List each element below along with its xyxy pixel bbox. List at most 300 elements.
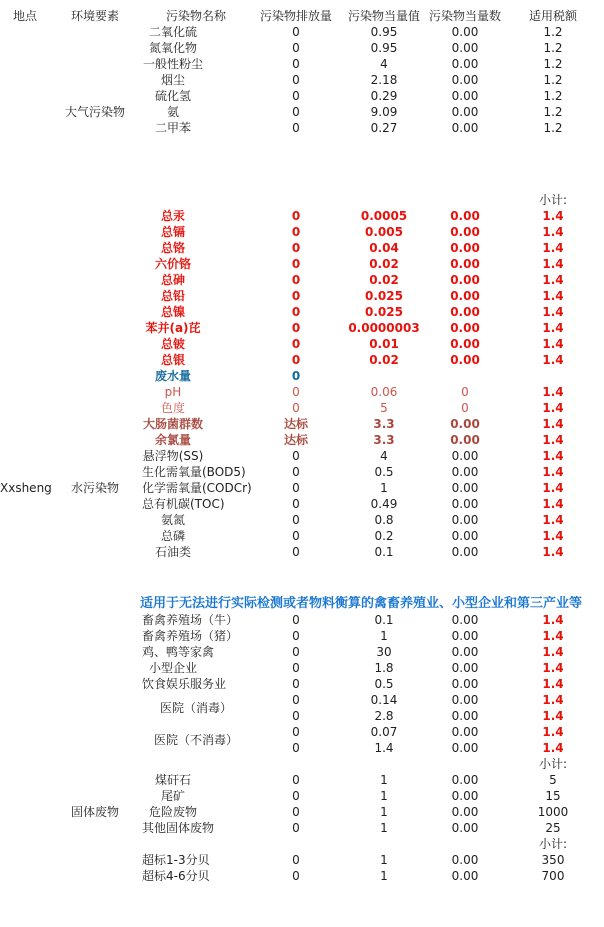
cell-pollutant-name — [140, 660, 252, 676]
cell-emission: 0 — [292, 613, 300, 627]
cell-location — [0, 256, 50, 272]
cell-equivalent-value: 3.3 — [373, 433, 395, 447]
pollutant-tax-table — [0, 8, 604, 884]
table-row — [0, 304, 604, 320]
cell-equivalent-count: 0.00 — [451, 465, 479, 479]
table-row — [0, 56, 604, 72]
cell-equivalent-value: 0.95 — [370, 41, 398, 55]
cell-equivalent-count: 0.00 — [451, 513, 479, 527]
cell-equivalent-count: 0.00 — [451, 41, 479, 55]
cell-equivalent-value: 0.04 — [369, 241, 399, 255]
cell-tax: 1.4 — [542, 289, 564, 303]
cell-emission: 0 — [292, 529, 300, 543]
cell-pollutant-name-text: 总镉 — [160, 225, 185, 239]
cell-pollutant-name-text: 总镍 — [160, 305, 185, 319]
cell-pollutant-name — [140, 416, 252, 432]
cell-location — [0, 740, 50, 756]
cell-equivalent-count: 0.00 — [451, 73, 479, 87]
cell-tax: 1.4 — [542, 529, 564, 543]
spacer-cell — [0, 560, 604, 596]
cell-pollutant-name-text: 烟尘 — [160, 73, 185, 87]
cell-location — [0, 352, 50, 368]
cell-environment-element — [50, 88, 140, 104]
cell-pollutant-name — [140, 88, 252, 104]
cell-environment-element — [50, 528, 140, 544]
cell-equivalent-value: 0.06 — [370, 385, 398, 399]
cell-environment-element — [50, 464, 140, 480]
cell-environment-element — [50, 288, 140, 304]
cell-emission: 0 — [291, 321, 301, 335]
cell-pollutant-name — [140, 304, 252, 320]
cell-location — [0, 448, 50, 464]
cell-environment-element: 大气污染物 — [64, 105, 125, 119]
cell-equivalent-value — [340, 836, 428, 852]
cell-equivalent-count: 0.00 — [451, 805, 479, 819]
cell-environment-element — [50, 336, 140, 352]
cell-pollutant-name-text: 大肠菌群数 — [142, 417, 203, 431]
cell-tax: 1.2 — [543, 41, 563, 55]
table-row — [0, 820, 604, 836]
cell-pollutant-name — [140, 120, 252, 136]
cell-pollutant-name-text: 总铅 — [160, 289, 185, 303]
cell-environment-element — [50, 820, 140, 836]
cell-location — [0, 192, 50, 208]
cell-pollutant-name-text: 色度 — [160, 401, 185, 415]
cell-environment-element — [50, 432, 140, 448]
table-row — [0, 120, 604, 136]
cell-location — [0, 528, 50, 544]
cell-tax: 1.4 — [542, 613, 564, 627]
cell-emission: 0 — [292, 25, 300, 39]
cell-equivalent-value: 0.02 — [369, 353, 399, 367]
cell-equivalent-value: 0.8 — [374, 513, 394, 527]
cell-equivalent-count: 0.00 — [451, 773, 479, 787]
cell-pollutant-name — [140, 836, 252, 852]
cell-pollutant-name — [140, 384, 252, 400]
cell-emission: 0 — [292, 401, 300, 415]
cell-equivalent-value — [340, 192, 428, 208]
cell-environment-element — [50, 400, 140, 416]
cell-equivalent-value: 0.01 — [369, 337, 399, 351]
cell-tax: 1.4 — [542, 497, 564, 511]
cell-location — [0, 72, 50, 88]
cell-pollutant-name — [140, 544, 252, 560]
cell-equivalent-count: 0.00 — [451, 725, 479, 739]
section-note: 适用于无法进行实际检测或者物料衡算的禽畜养殖业、小型企业和第三产业等 — [140, 596, 583, 611]
cell-emission: 0 — [292, 629, 300, 643]
cell-environment-element — [50, 72, 140, 88]
cell-equivalent-value: 0.95 — [370, 25, 398, 39]
cell-tax: 1.4 — [542, 725, 564, 739]
cell-location — [0, 804, 50, 820]
cell-location — [0, 208, 50, 224]
cell-pollutant-name-text: 氨 — [166, 105, 179, 119]
cell-tax: 1.4 — [542, 513, 564, 527]
cell-emission: 0 — [292, 677, 300, 691]
table-row — [0, 104, 604, 120]
cell-environment-element: 固体废物 — [70, 805, 119, 819]
cell-pollutant-name-text: 饮食娱乐服务业 — [142, 677, 227, 691]
cell-pollutant-name-text: 苯并(a)芘 — [145, 321, 201, 335]
cell-emission: 0 — [292, 805, 300, 819]
cell-emission: 0 — [291, 257, 301, 271]
table-row — [0, 544, 604, 560]
cell-equivalent-count: 0.00 — [451, 789, 479, 803]
cell-pollutant-name — [140, 256, 252, 272]
cell-emission: 0 — [291, 209, 301, 223]
cell-pollutant-name — [140, 612, 252, 628]
table-row — [0, 448, 604, 464]
cell-environment-element — [50, 368, 140, 384]
section-note-row — [0, 596, 604, 612]
cell-pollutant-name — [140, 628, 252, 644]
cell-environment-element — [50, 416, 140, 432]
cell-pollutant-name — [140, 288, 252, 304]
cell-emission: 0 — [292, 773, 300, 787]
cell-equivalent-value: 0.1 — [374, 613, 394, 627]
cell-tax: 1000 — [537, 805, 569, 819]
cell-equivalent-value: 1.8 — [374, 661, 394, 675]
cell-pollutant-name-text: 化学需氧量(CODCr) — [142, 481, 252, 495]
cell-pollutant-name — [140, 868, 252, 884]
cell-tax: 1.4 — [542, 417, 564, 431]
cell-emission: 0 — [291, 337, 301, 351]
cell-equivalent-value: 0.0000003 — [348, 321, 420, 335]
cell-pollutant-name-text: 氨氮 — [160, 513, 185, 527]
cell-equivalent-count: 0.00 — [450, 289, 480, 303]
cell-pollutant-name — [140, 512, 252, 528]
cell-tax: 1.2 — [543, 121, 563, 135]
cell-pollutant-name-text: 畜禽养殖场（猪） — [142, 629, 239, 643]
cell-environment-element — [50, 836, 140, 852]
cell-tax: 1.4 — [542, 465, 564, 479]
cell-environment-element — [50, 40, 140, 56]
cell-environment-element — [50, 384, 140, 400]
cell-location: Xxsheng — [0, 481, 52, 495]
cell-environment-element — [50, 24, 140, 40]
cell-pollutant-name-text: 总汞 — [160, 209, 185, 223]
cell-pollutant-name — [140, 24, 252, 40]
cell-pollutant-name — [140, 448, 252, 464]
cell-environment-element — [50, 612, 140, 628]
cell-tax: 1.4 — [542, 257, 564, 271]
cell-tax: 1.4 — [542, 481, 564, 495]
cell-equivalent-count: 0.00 — [451, 853, 479, 867]
cell-pollutant-name — [140, 852, 252, 868]
subtotal-label: 小计: — [538, 837, 568, 851]
cell-equivalent-value: 0.025 — [365, 305, 403, 319]
cell-location — [0, 464, 50, 480]
cell-location — [0, 820, 50, 836]
cell-environment-element — [50, 852, 140, 868]
cell-location — [0, 788, 50, 804]
cell-environment-element — [50, 676, 140, 692]
table-row — [0, 660, 604, 676]
cell-equivalent-count: 0.00 — [450, 257, 480, 271]
table-row — [0, 740, 604, 756]
cell-pollutant-name-text: 一般性粉尘 — [142, 57, 203, 71]
cell-emission: 0 — [292, 869, 300, 883]
column-header-4: 污染物当量值 — [347, 9, 420, 23]
cell-emission: 0 — [291, 305, 301, 319]
table-row — [0, 512, 604, 528]
cell-pollutant-name — [140, 104, 252, 120]
cell-pollutant-name — [140, 788, 252, 804]
cell-location — [0, 868, 50, 884]
cell-equivalent-count: 0.00 — [451, 645, 479, 659]
table-row — [0, 788, 604, 804]
cell-location — [0, 692, 50, 708]
cell-pollutant-name-text: 总铍 — [160, 337, 185, 351]
cell-equivalent-value: 0.29 — [370, 89, 398, 103]
cell-tax: 1.4 — [542, 693, 564, 707]
cell-tax: 1.4 — [542, 209, 564, 223]
cell-environment-element — [50, 208, 140, 224]
cell-pollutant-name-text: 煤矸石 — [154, 773, 191, 787]
cell-tax: 1.4 — [542, 545, 564, 559]
cell-pollutant-name: 医院（不消毒） — [153, 733, 238, 747]
cell-equivalent-value: 4 — [380, 57, 388, 71]
cell-equivalent-value: 1 — [380, 481, 388, 495]
cell-tax: 5 — [549, 773, 557, 787]
cell-pollutant-name — [140, 804, 252, 820]
cell-location — [0, 320, 50, 336]
table-row — [0, 72, 604, 88]
cell-tax: 1.4 — [542, 433, 564, 447]
cell-equivalent-count: 0.00 — [451, 869, 479, 883]
table-row — [0, 256, 604, 272]
cell-equivalent-count: 0.00 — [450, 433, 480, 447]
cell-emission: 达标 — [283, 433, 308, 447]
cell-emission: 0 — [292, 481, 300, 495]
cell-tax: 1.4 — [542, 677, 564, 691]
cell-location — [0, 272, 50, 288]
cell-environment-element — [50, 708, 140, 724]
cell-pollutant-name — [140, 192, 252, 208]
cell-environment-element — [50, 320, 140, 336]
subtotal-label: 小计: — [538, 757, 568, 771]
column-header-6: 适用税额 — [528, 9, 577, 23]
cell-location — [0, 56, 50, 72]
cell-equivalent-count: 0 — [461, 401, 469, 415]
cell-tax: 1.4 — [542, 225, 564, 239]
report-page — [0, 8, 604, 927]
cell-equivalent-value: 30 — [376, 645, 392, 659]
cell-equivalent-value: 1.4 — [374, 741, 394, 755]
cell-equivalent-value: 0.5 — [374, 677, 394, 691]
cell-equivalent-count: 0.00 — [451, 25, 479, 39]
cell-emission: 0 — [292, 661, 300, 675]
cell-emission: 0 — [292, 645, 300, 659]
cell-pollutant-name-text: 悬浮物(SS) — [142, 449, 204, 463]
cell-tax: 1.2 — [543, 105, 563, 119]
cell-equivalent-value: 3.3 — [373, 417, 395, 431]
cell-emission: 0 — [291, 241, 301, 255]
cell-tax: 1.4 — [542, 401, 564, 415]
cell-tax: 1.4 — [542, 337, 564, 351]
cell-pollutant-name-text: 超标1-3分贝 — [142, 853, 210, 867]
cell-emission: 0 — [292, 497, 300, 511]
spacer-row — [0, 560, 604, 596]
cell-emission: 0 — [292, 545, 300, 559]
cell-location — [0, 628, 50, 644]
cell-environment-element — [50, 56, 140, 72]
cell-environment-element — [50, 120, 140, 136]
table-row — [0, 644, 604, 660]
table-row — [0, 692, 604, 708]
cell-pollutant-name-text: 畜禽养殖场（牛） — [142, 613, 239, 627]
cell-equivalent-value: 5 — [380, 401, 388, 415]
cell-environment-element — [50, 240, 140, 256]
column-header-5: 污染物当量数 — [428, 9, 501, 23]
cell-location — [0, 288, 50, 304]
table-row — [0, 272, 604, 288]
cell-emission — [252, 192, 340, 208]
cell-emission: 0 — [291, 353, 301, 367]
cell-emission: 0 — [292, 57, 300, 71]
cell-location — [0, 660, 50, 676]
cell-emission: 0 — [292, 449, 300, 463]
cell-equivalent-value: 1 — [380, 805, 388, 819]
cell-pollutant-name — [140, 368, 252, 384]
cell-location — [0, 104, 50, 120]
cell-pollutant-name-text: 氮氧化物 — [148, 41, 197, 55]
cell-equivalent-value: 0.49 — [370, 497, 398, 511]
cell-equivalent-value: 0.27 — [370, 121, 398, 135]
cell-equivalent-value — [340, 756, 428, 772]
table-row — [0, 432, 604, 448]
table-row — [0, 224, 604, 240]
cell-equivalent-value: 1 — [380, 629, 388, 643]
cell-location — [0, 384, 50, 400]
cell-location — [0, 708, 50, 724]
cell-pollutant-name — [140, 40, 252, 56]
cell-equivalent-value: 0.02 — [369, 257, 399, 271]
table-row — [0, 40, 604, 56]
cell-pollutant-name-text: 六价铬 — [154, 257, 191, 271]
cell-pollutant-name-text: 生化需氧量(BOD5) — [142, 465, 246, 479]
table-row — [0, 352, 604, 368]
cell-pollutant-name-text: 超标4-6分贝 — [142, 869, 210, 883]
cell-environment-element — [50, 724, 140, 740]
cell-tax: 1.4 — [542, 305, 564, 319]
cell-environment-element — [50, 496, 140, 512]
cell-environment-element — [50, 788, 140, 804]
column-header-1: 环境要素 — [70, 9, 119, 23]
cell-tax — [502, 368, 604, 384]
cell-emission: 0 — [291, 289, 301, 303]
cell-tax: 1.4 — [542, 321, 564, 335]
cell-location — [0, 496, 50, 512]
spacer-row — [0, 136, 604, 192]
cell-equivalent-count: 0.00 — [450, 273, 480, 287]
cell-tax: 1.4 — [542, 385, 564, 399]
cell-equivalent-count: 0.00 — [451, 481, 479, 495]
cell-pollutant-name-text: 二氧化硫 — [148, 25, 197, 39]
cell-equivalent-value: 2.18 — [370, 73, 398, 87]
spacer-cell — [0, 136, 604, 192]
table-row — [0, 24, 604, 40]
table-row — [0, 400, 604, 416]
table-row — [0, 708, 604, 724]
table-row — [0, 240, 604, 256]
cell-tax: 1.4 — [542, 645, 564, 659]
cell-emission — [252, 756, 340, 772]
table-row — [0, 528, 604, 544]
cell-equivalent-value: 0.07 — [370, 725, 398, 739]
table-row — [0, 320, 604, 336]
table-row — [0, 804, 604, 820]
subtotal-row — [0, 836, 604, 852]
cell-location — [0, 772, 50, 788]
cell-pollutant-name — [140, 272, 252, 288]
cell-equivalent-count: 0 — [461, 385, 469, 399]
table-row — [0, 88, 604, 104]
cell-pollutant-name-text: pH — [164, 385, 182, 399]
cell-pollutant-name — [140, 464, 252, 480]
cell-equivalent-value: 9.09 — [370, 105, 398, 119]
cell-location — [0, 544, 50, 560]
cell-location — [0, 416, 50, 432]
cell-location — [0, 24, 50, 40]
cell-equivalent-count: 0.00 — [451, 661, 479, 675]
cell-equivalent-count — [428, 368, 502, 384]
cell-pollutant-name-text: 危险废物 — [148, 805, 197, 819]
cell-environment-element — [50, 596, 140, 612]
subtotal-row — [0, 192, 604, 208]
cell-equivalent-count: 0.00 — [451, 693, 479, 707]
cell-tax: 1.4 — [542, 273, 564, 287]
cell-equivalent-value: 0.005 — [365, 225, 403, 239]
cell-location — [0, 644, 50, 660]
cell-equivalent-value: 0.14 — [370, 693, 398, 707]
cell-equivalent-count: 0.00 — [451, 105, 479, 119]
cell-location — [0, 852, 50, 868]
cell-equivalent-value: 4 — [380, 449, 388, 463]
cell-environment-element — [50, 740, 140, 756]
table-row — [0, 496, 604, 512]
cell-tax: 1.4 — [542, 241, 564, 255]
cell-equivalent-count: 0.00 — [451, 629, 479, 643]
cell-emission — [252, 836, 340, 852]
cell-emission: 0 — [292, 105, 300, 119]
cell-emission: 达标 — [283, 417, 308, 431]
cell-location — [0, 836, 50, 852]
cell-equivalent-value — [340, 368, 428, 384]
cell-environment-element — [50, 272, 140, 288]
table-row — [0, 464, 604, 480]
cell-emission: 0 — [292, 725, 300, 739]
cell-equivalent-count — [428, 836, 502, 852]
cell-environment-element — [50, 512, 140, 528]
cell-emission: 0 — [291, 369, 301, 383]
header-row — [0, 8, 604, 24]
cell-emission: 0 — [291, 273, 301, 287]
cell-equivalent-count: 0.00 — [451, 89, 479, 103]
cell-equivalent-count: 0.00 — [451, 545, 479, 559]
cell-equivalent-value: 0.5 — [374, 465, 394, 479]
table-row — [0, 368, 604, 384]
cell-environment-element — [50, 628, 140, 644]
cell-emission: 0 — [292, 513, 300, 527]
cell-pollutant-name-text: 鸡、鸭等家禽 — [142, 645, 215, 659]
cell-pollutant-name-text: 尾矿 — [160, 789, 185, 803]
cell-emission: 0 — [292, 385, 300, 399]
cell-tax: 1.2 — [543, 57, 563, 71]
cell-tax: 1.4 — [542, 629, 564, 643]
cell-tax: 25 — [545, 821, 561, 835]
cell-equivalent-count: 0.00 — [451, 709, 479, 723]
